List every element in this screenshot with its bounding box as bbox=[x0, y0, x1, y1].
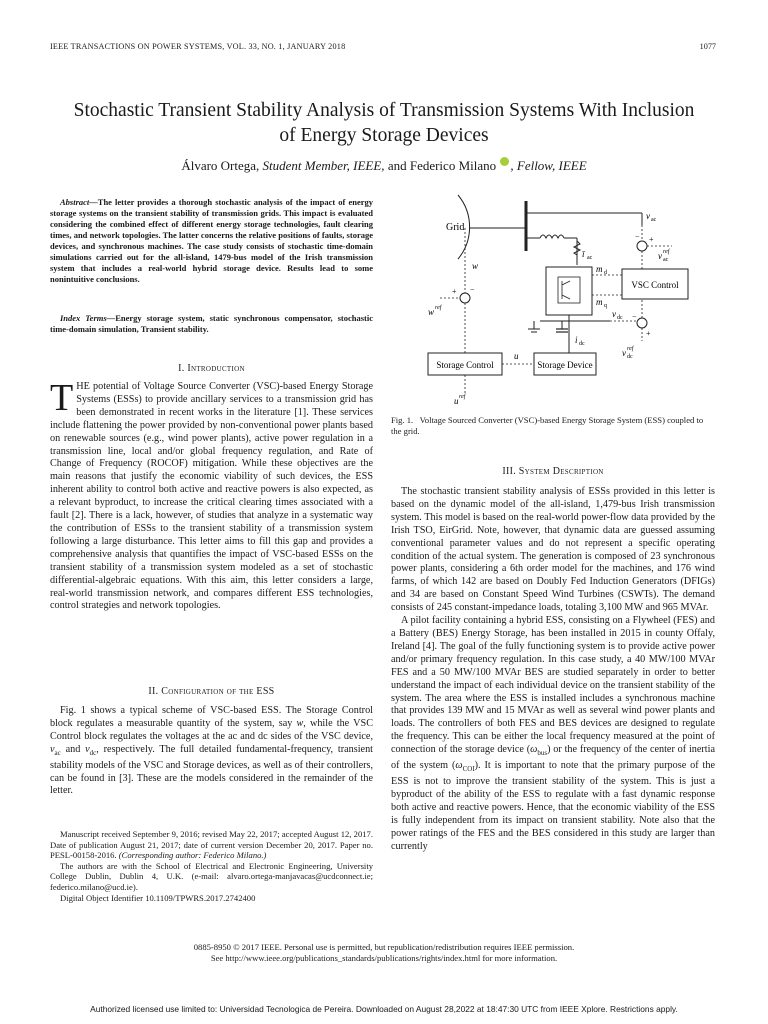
footnote-manuscript bbox=[50, 829, 373, 861]
var-wbus: ω bbox=[530, 744, 538, 756]
fig-wref-sup: ref bbox=[435, 305, 442, 311]
var-wcoi-sub: COI bbox=[462, 765, 475, 774]
sysdesc-text-c: ). It is important to note that the primary purpose of the ESS is not to improve the transient stability of the system. This is just a byproduct of the ability of the ESS to regulate with a fast dynamic response both active and reactive powers. Hence, that the economic viability of the ESS is fully independent from its impact on transient stability. Note also that the power ratings of the FES and the BES considered in this study are larger than currently bbox=[391, 760, 715, 852]
copyright-line-1: 0885-8950 © 2017 IEEE. Personal use is permitted, but republication/redistribution requires IEEE permission. bbox=[193, 942, 575, 952]
section-heading-introduction: I. Introduction bbox=[178, 363, 245, 374]
var-vdc: v bbox=[85, 743, 90, 755]
fig-vdc: v bbox=[612, 309, 616, 319]
var-vac: v bbox=[50, 743, 55, 755]
caption-label: Fig. 1. bbox=[391, 415, 414, 425]
author-line bbox=[40, 157, 728, 174]
footnote-dates: Manuscript received September 9, 2016; revised May 22, 2017; accepted August 12, 2017. Date of publication August 21, 2017; date of current version December 20, 2017. Paper no. PESL-00158-2016. bbox=[50, 829, 373, 861]
fig-vac-sub: ac bbox=[651, 217, 657, 223]
fig-uref-sup: ref bbox=[459, 394, 466, 400]
var-vdc-sub: dc bbox=[89, 748, 97, 757]
footnote-affiliation: The authors are with the School of Electrical and Electronic Engineering, University College Dublin, Dublin 4, U.K. (e-mail: alvaro.ortega-manjavacas@ucdconnect.ie; federico.milano@ucd.ie). bbox=[50, 860, 373, 892]
w-summing-junction bbox=[460, 293, 470, 303]
caption-text: Voltage Sourced Converter (VSC)-based Energy Storage System (ESS) coupled to the grid. bbox=[391, 415, 704, 436]
author-1-role: Student Member, IEEE, bbox=[262, 158, 385, 173]
page-number: 1077 bbox=[699, 42, 716, 51]
config-text-3: and bbox=[60, 743, 86, 755]
intro-paragraph: HE potential of Voltage Source Converter (VSC)-based Energy Storage Systems (ESSs) to provide ancillary services to a transmission grid has been demonstrated in recent works in the literature [1]. These services include flattening the power provided by non-conventional power plants based on renewable sources (e.g., wind power plants), active power regulation in a transmission line, local and/or global frequency regulation, and Rate of Change of Frequency (ROCOF) mitigation. While these objectives are the main reasons that justify the economic viability of such devices, the ESS inherent ability to control both active and reactive powers is also expected, as a relevant byproduct, to increase the critical clearing times associated with a fault [2]. There is a lack, however, of studies that analyze in a systematic way the contribution of ESSs to the transient stability of a transmission system following a large disturbance. This letter aims to fill this gap and provides a comprehensive analysis that quantifies the impact of VSC-based ESSs on the transient stability of a transmission system modeled as a set of stochastic differential-algebraic equations. With this aim, this letter considers a large, real-world transmission network, and compares different ESS technologies, control strategies and network topologies. bbox=[50, 381, 373, 612]
fig-iac: ī bbox=[582, 249, 585, 259]
fig-vdcref-sup: ref bbox=[627, 346, 634, 352]
fig-minus-2: − bbox=[632, 312, 637, 321]
fig-idc-sub: dc bbox=[579, 341, 585, 347]
var-w: w bbox=[296, 717, 304, 729]
index-terms-label: Index Terms— bbox=[60, 313, 116, 323]
fig-mq-sub: q bbox=[604, 303, 607, 309]
configuration-text bbox=[50, 705, 373, 798]
var-wcoi: ω bbox=[455, 760, 463, 772]
journal-header: IEEE TRANSACTIONS ON POWER SYSTEMS, VOL. 33, NO. 1, JANUARY 2018 bbox=[50, 42, 346, 51]
index-terms-text: Energy storage system, static synchronous compensator, stochastic time-domain simulation, Transient stability. bbox=[50, 313, 373, 334]
fig-vacref: v bbox=[658, 251, 662, 261]
author-2: and Federico Milano bbox=[387, 158, 497, 173]
section-heading-system-description: III. System Description bbox=[502, 466, 604, 477]
system-description-text bbox=[391, 486, 715, 853]
storage-device-label: Storage Device bbox=[537, 360, 593, 370]
config-text-4: , respectively. The full detailed fundamental-frequency, transient stability models of the VSC and Storage devices, as well as of their controllers, can be found in [3]. These are the models considered in the remainder of the letter. bbox=[50, 743, 373, 797]
fig-plus-3: + bbox=[452, 287, 457, 296]
fig-plus-1: + bbox=[649, 235, 654, 244]
fig-vacref-sub: ac bbox=[663, 257, 669, 263]
fig-minus-3: − bbox=[470, 285, 475, 294]
fig-vac: v bbox=[646, 211, 650, 221]
fig-vdcref: v bbox=[622, 348, 626, 358]
config-text-1: Fig. 1 shows a typical scheme of VSC-based ESS. The Storage Control block regulates a measurable quantity of the system, say bbox=[50, 705, 373, 729]
abstract-label: Abstract— bbox=[60, 197, 98, 207]
fig-md: m bbox=[596, 264, 603, 274]
fig-u: u bbox=[514, 351, 519, 361]
figure-1 bbox=[410, 193, 710, 410]
orcid-icon[interactable] bbox=[500, 157, 509, 166]
footnote-doi: Digital Object Identifier 10.1109/TPWRS.2017.2742400 bbox=[60, 892, 256, 903]
copyright-notice bbox=[40, 942, 728, 964]
sysdesc-paragraph-1: The stochastic transient stability analysis of ESSs provided in this letter is based on the dynamic model of the all-island, 1,479-bus Irish transmission system. This model is based on the real-world power-flow data provided by the Irish TSO, EirGrid. Note, however, that dynamic data are guessed assuming conventional parameter values and do not represent a specific operating condition of the actual system. The generation is composed of 23 synchronous power plants, considering a 6th order model for the machines, and 176 wind farms, of which 142 are based on Doubly Fed Induction Generators (DFIGs) and 34 are based on Constant Speed Wind Turbines (CSWTs). The demand consists of 245 constant-impedance loads, totaling 3,100 MW and 965 MVAr. bbox=[391, 486, 715, 614]
footnote-corresponding: (Corresponding author: Federico Milano.) bbox=[118, 850, 267, 861]
author-2-role: , Fellow, IEEE bbox=[510, 158, 587, 173]
fig-vacref-sup: ref bbox=[663, 249, 670, 255]
fig-mq: m bbox=[596, 297, 603, 307]
grid-label: Grid bbox=[446, 222, 465, 233]
vac-summing-junction bbox=[637, 241, 647, 251]
title-line-1: Stochastic Transient Stability Analysis of Transmission Systems With Inclusion bbox=[73, 100, 695, 121]
sysdesc-text-b: ) or the frequency of the center of inertia of the system ( bbox=[391, 744, 715, 772]
section-heading-configuration: II. Configuration of the ESS bbox=[148, 686, 275, 697]
figure-caption bbox=[391, 415, 715, 437]
fig-vdc-sub: dc bbox=[617, 315, 623, 321]
fig-idc: i bbox=[575, 335, 578, 345]
figure-1-diagram bbox=[410, 193, 710, 405]
introduction-text bbox=[50, 377, 373, 613]
sysdesc-text-a: A pilot facility containing a hybrid ESS, consisting on a Flywheel (FES) and a Battery (BES) Energy Storage, has been installed in 2015 in county Offaly, Ireland [4]. The goal of the fully functioning system is to provide active power and/or primary frequency regulation. In this case study, a 40 MW/100 MVAr FES and a 50 MW/100 MVAr BES are studied separately in order to better understand the impact of each individual device on the transient stability of the system. The area where the ESS is installed includes a synchronous machine that provides 139 MW and 15 MVAr as well as several wind power plants and loads. The controllers of both FES and BES devices are designed to regulate the frequency. This can be either the local frequency measured at the point of connection of the storage device ( bbox=[391, 615, 715, 756]
abstract bbox=[50, 197, 373, 285]
index-terms bbox=[50, 313, 373, 335]
copyright-line-2: See http://www.ieee.org/publications_standards/publications/rights/index.html for more information. bbox=[210, 953, 558, 963]
vsc-control-label: VSC Control bbox=[631, 280, 679, 290]
drop-cap: T bbox=[50, 377, 74, 419]
inductor bbox=[540, 235, 564, 238]
footnotes bbox=[50, 829, 373, 903]
fig-md-sub: d bbox=[604, 270, 607, 276]
title-line-2: of Energy Storage Devices bbox=[279, 125, 489, 146]
license-notice: Authorized licensed use limited to: Universidad Tecnologica de Pereira. Downloaded on August 28,2022 at 18:47:30 UTC from IEEE Xplore. Restrictions apply. bbox=[90, 1004, 678, 1014]
fig-w: w bbox=[472, 261, 479, 271]
fig-uref: u bbox=[454, 396, 459, 405]
fig-wref: w bbox=[428, 307, 435, 317]
fig-iac-sub: ac bbox=[587, 255, 593, 261]
fig-minus-1: − bbox=[635, 232, 640, 241]
abstract-text: The letter provides a thorough stochastic analysis of the impact of energy storage systems on the transient stability of transmission grids. This impact is evaluated considering the combined effect of different energy storage technologies, fault clearing times, and network topologies. The latter concerns the relative positions of faults, storage devices, and synchronous machines. The case study consists of stochastic time-domain simulations carried out for the all-island, 1479-bus model of the Irish transmission system that includes a real-world hybrid storage device. Results lead to some nonintuitive conclusions. bbox=[50, 197, 373, 284]
paper-title bbox=[40, 98, 728, 148]
fig-vdcref-sub: dc bbox=[627, 354, 633, 360]
var-wbus-sub: bus bbox=[537, 749, 548, 758]
vsc-converter bbox=[546, 267, 592, 315]
storage-control-label: Storage Control bbox=[436, 360, 494, 370]
sysdesc-paragraph-2 bbox=[391, 615, 715, 853]
vdc-summing-junction bbox=[637, 318, 647, 328]
fig-plus-2: + bbox=[646, 329, 651, 338]
config-text-2: , while the VSC Control block regulates the voltages at the ac and dc sides of the VSC device, bbox=[50, 717, 373, 742]
var-vac-sub: ac bbox=[54, 748, 61, 757]
author-1: Álvaro Ortega, bbox=[181, 158, 260, 173]
